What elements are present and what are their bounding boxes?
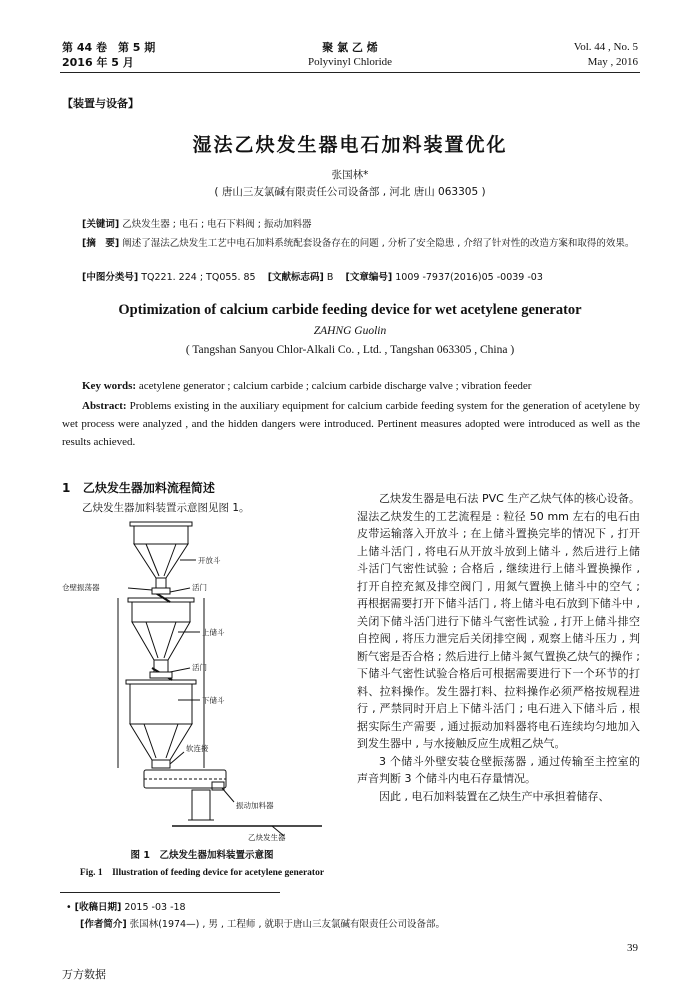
doc-code: B: [326, 272, 334, 283]
right-column-text: [357, 490, 640, 805]
volume-issue-cn: 第 44 卷 第 5 期: [62, 41, 156, 54]
abstract-cn-text: 阐述了湿法乙炔发生工艺中电石加料系统配套设备存在的问题 , 分析了安全隐患 , 介绍了针对性的改造方案和取得的效果。: [122, 238, 635, 249]
section-title: 乙炔发生器加料流程简述: [82, 481, 215, 495]
leader-valve-1: [170, 588, 190, 592]
keywords-en: [82, 378, 640, 395]
leader-valve-2: [170, 668, 190, 672]
article-no: 1009 -7937(2016)05 -0039 -03: [395, 272, 543, 283]
abstract-en-text: Problems existing in the auxiliary equipment for calcium carbide feeding system for the generation of acetylene by wet process were analyzed , and the hidden dangers were introduced. Pertinent measures adopted were introduced as well as the results achieved.: [62, 400, 641, 448]
section-tag: 【装置与设备】: [62, 97, 139, 110]
clc-number: TQ221. 224 ; TQ055. 85: [141, 272, 256, 283]
journal-title-cn: 聚 氯 乙 烯: [322, 41, 378, 54]
leader-feeder: [222, 788, 234, 802]
label-soft-joint: 软连接: [186, 744, 209, 753]
affiliation-en: ( Tangshan Sanyou Chlor-Alkali Co. , Ltd. , Tangshan 063305 , China ): [185, 344, 515, 356]
clc-label: [中图分类号]: [82, 272, 139, 283]
feeder-outlet-pipe: [192, 790, 210, 820]
section-1-heading: [62, 479, 215, 496]
author-bio: 张国林(1974—) , 男 , 工程师 , 就职于唐山三友氯碱有限责任公司设备部。: [129, 919, 445, 930]
author-cn: 张国林*: [331, 169, 369, 181]
paragraph-2: 3 个储斗外壁安装仓壁振荡器 , 通过传输至主控室的声音判断 3 个储斗内电石存量情况。: [357, 754, 640, 785]
author-bio-label: [作者简介]: [80, 919, 127, 930]
watermark: 万方数据: [62, 968, 106, 981]
author-en: ZAHNG Guolin: [313, 325, 387, 337]
figure-caption-cn: 图 1 乙炔发生器加料装置示意图: [130, 850, 274, 861]
open-hopper-body: [134, 526, 188, 544]
article-title-cn: 湿法乙炔发生器电石加料装置优化: [192, 134, 508, 156]
label-generator: 乙炔发生器: [248, 833, 286, 842]
label-valve-1: 活门: [192, 583, 207, 592]
lower-hopper-top-plate: [126, 680, 196, 684]
footnote-rule: [60, 892, 280, 893]
keywords-en-text: acetylene generator ; calcium carbide ; calcium carbide discharge valve ; vibration feeder: [138, 380, 532, 392]
section-1-intro: 乙炔发生器加料装置示意图见图 1。: [82, 502, 250, 514]
abstract-cn: [62, 236, 640, 252]
leader-soft-joint: [170, 752, 184, 764]
doc-code-label: [文献标志码]: [267, 272, 324, 283]
date-en: May , 2016: [587, 56, 638, 68]
footnote-author: [80, 917, 640, 933]
classification-line: [82, 270, 543, 286]
label-open-hopper: 开放斗: [198, 556, 221, 565]
paragraph-1: 乙炔发生器是电石法 PVC 生产乙炔气体的核心设备。湿法乙炔发生的工艺流程是 : 粒径 50 mm 左右的电石由皮带运输落入开放斗 ; 在上储斗置换完毕的情况下 , 打开上储斗活门 , 将电石从开放斗放到上储斗 , 然后进行上储斗活门气密性试验 ; 合格后 , 继续进行上储斗置换操作 , 打开自控充氮及排空阀门 , 用氮气置换上储斗中的空气 ; 再根据需要打开下储斗活门 , 将上储斗电石放到下储斗中 , 关闭下储斗活门进行下储斗气密性试验 , 打开上储斗排空自控阀 , 将压力泄完后关闭排空阀 , 观察上储斗压力 , 判断气密是否合格 ; 然后进行上储斗氮气置换乙炔气的操作 ; 下储斗气密性试验合格后可根据需要进行下一个环节的打料、拉料操作。发生器打料、拉料操作必须严格按规程进行 , 严禁同时开启上下储斗活门 ; 电石进入下储斗后 , 根据实际生产需要 , 通过振动加料器将电石连续均匀地加入到发生器中 , 与水接触反应生成粗乙炔气。: [357, 492, 640, 750]
open-hopper-neck: [156, 578, 166, 588]
abstract-en-label: Abstract:: [82, 400, 127, 412]
volume-issue-en: Vol. 44 , No. 5: [573, 41, 638, 53]
label-warehouse-vibrator: 仓壁振荡器: [62, 583, 100, 592]
keywords-en-label: Key words:: [82, 380, 137, 392]
figure-1-diagram: [62, 520, 342, 842]
paragraph-3: 因此 , 电石加料装置在乙炔生产中承担着储存、: [379, 789, 610, 803]
article-title-en: Optimization of calcium carbide feeding device for wet acetylene generator: [118, 302, 582, 318]
date-cn: 2016 年 5 月: [62, 56, 134, 69]
article-no-label: [文章编号]: [345, 272, 393, 283]
lower-hopper-cone: [130, 724, 192, 760]
open-hopper-top-plate: [130, 522, 192, 526]
leader-vibrator: [128, 588, 152, 590]
upper-hopper-body: [132, 602, 190, 622]
keywords-cn-label: [关键词]: [82, 219, 120, 230]
upper-hopper-top-plate: [128, 598, 194, 602]
footnote-received: • [收稿日期] 2015 -03 -18: [66, 902, 186, 913]
figure-caption-en: Fig. 1 Illustration of feeding device for acetylene generator: [79, 868, 325, 878]
label-upper-hopper: 上储斗: [202, 628, 225, 637]
label-lower-hopper: 下储斗: [202, 696, 225, 705]
open-hopper-cone: [134, 544, 188, 578]
received-label: [收稿日期]: [74, 902, 122, 913]
page-number: 39: [627, 942, 638, 954]
label-valve-2: 活门: [192, 663, 207, 672]
section-number: 1: [62, 481, 71, 495]
journal-title-en: Polyvinyl Chloride: [307, 56, 393, 68]
abstract-cn-label: [摘 要]: [82, 238, 120, 249]
upper-hopper-cone: [132, 622, 190, 660]
affiliation-cn: ( 唐山三友氯碱有限责任公司设备部 , 河北 唐山 063305 ): [214, 186, 486, 198]
received-date: 2015 -03 -18: [124, 902, 186, 913]
soft-joint: [152, 760, 170, 768]
label-vibration-feeder: 振动加料器: [236, 801, 274, 810]
lower-hopper-body: [130, 684, 192, 724]
keywords-cn: [82, 217, 642, 233]
keywords-cn-text: 乙炔发生器 ; 电石 ; 电石下料阀 ; 振动加料器: [122, 219, 312, 230]
abstract-en: [62, 397, 640, 451]
header-rule: [60, 72, 640, 73]
